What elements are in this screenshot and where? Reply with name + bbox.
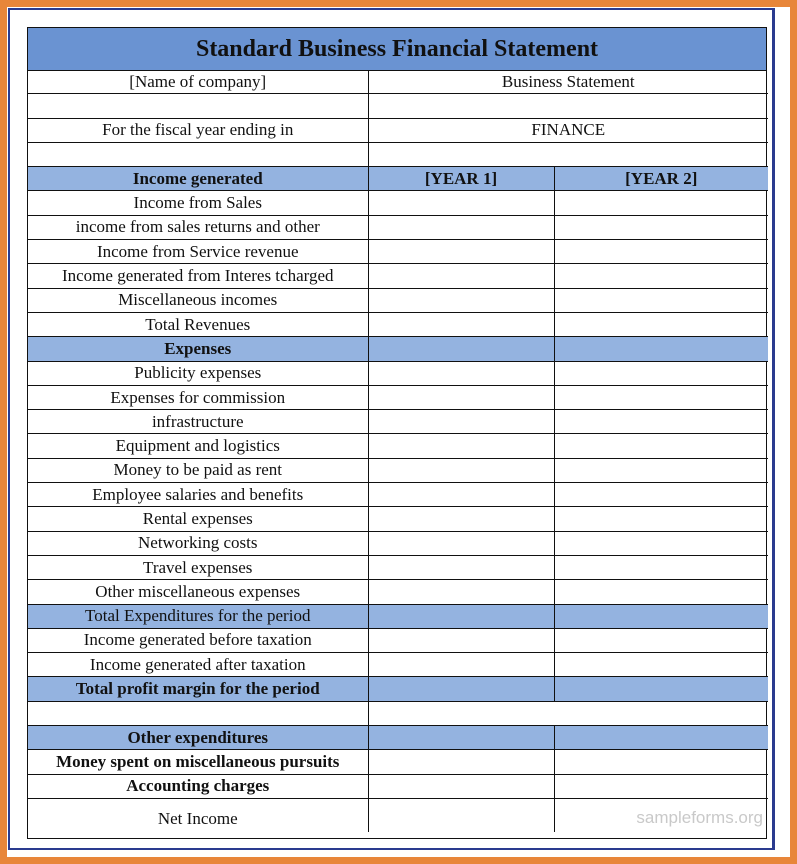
income-heading: Income generated bbox=[28, 167, 368, 191]
year1-cell[interactable] bbox=[368, 580, 554, 604]
table-row bbox=[28, 580, 768, 604]
year1-cell[interactable] bbox=[368, 531, 554, 555]
year1-header: [YEAR 1] bbox=[368, 167, 554, 191]
row-label: Money to be paid as rent bbox=[28, 458, 368, 482]
year2-cell[interactable] bbox=[554, 653, 768, 677]
year1-cell[interactable] bbox=[368, 458, 554, 482]
blank-cell[interactable] bbox=[368, 94, 768, 118]
year2-cell[interactable] bbox=[554, 507, 768, 531]
year2-cell[interactable] bbox=[554, 580, 768, 604]
year2-cell[interactable] bbox=[554, 361, 768, 385]
blank-cell[interactable] bbox=[368, 142, 768, 166]
blank-row bbox=[28, 701, 768, 725]
row-label: Other miscellaneous expenses bbox=[28, 580, 368, 604]
table-row bbox=[28, 191, 768, 215]
other-expenditures-heading: Other expenditures bbox=[28, 726, 368, 750]
year1-cell[interactable] bbox=[368, 337, 554, 361]
row-label: Income generated from Interes tcharged bbox=[28, 264, 368, 288]
year1-cell[interactable] bbox=[368, 628, 554, 652]
row-label: income from sales returns and other bbox=[28, 215, 368, 239]
year2-cell[interactable] bbox=[554, 604, 768, 628]
row-label: Income from Service revenue bbox=[28, 240, 368, 264]
year2-cell[interactable] bbox=[554, 312, 768, 336]
row-label: Income from Sales bbox=[28, 191, 368, 215]
company-name-cell[interactable]: [Name of company] bbox=[28, 70, 368, 94]
year2-cell[interactable] bbox=[554, 191, 768, 215]
year2-cell[interactable] bbox=[554, 750, 768, 774]
table-row bbox=[28, 555, 768, 579]
blank-cell[interactable] bbox=[28, 94, 368, 118]
row-label: Employee salaries and benefits bbox=[28, 483, 368, 507]
year2-cell[interactable] bbox=[554, 410, 768, 434]
row-label: Rental expenses bbox=[28, 507, 368, 531]
row-label: infrastructure bbox=[28, 410, 368, 434]
year1-cell[interactable] bbox=[368, 555, 554, 579]
row-label: Networking costs bbox=[28, 531, 368, 555]
table-row bbox=[28, 653, 768, 677]
table-row bbox=[28, 385, 768, 409]
year2-cell[interactable] bbox=[554, 677, 768, 701]
expenses-heading-row bbox=[28, 337, 768, 361]
row-label: Equipment and logistics bbox=[28, 434, 368, 458]
year1-cell[interactable] bbox=[368, 750, 554, 774]
year2-header: [YEAR 2] bbox=[554, 167, 768, 191]
row-label: Total Revenues bbox=[28, 312, 368, 336]
year1-cell[interactable] bbox=[368, 726, 554, 750]
year2-cell[interactable] bbox=[554, 555, 768, 579]
total-expenditures-label: Total Expenditures for the period bbox=[28, 604, 368, 628]
profit-margin-row bbox=[28, 677, 768, 701]
table-row bbox=[28, 240, 768, 264]
table-row bbox=[28, 288, 768, 312]
company-row bbox=[28, 70, 768, 94]
blank-cell[interactable] bbox=[28, 142, 368, 166]
year1-cell[interactable] bbox=[368, 240, 554, 264]
fiscal-year-value[interactable]: FINANCE bbox=[368, 118, 768, 142]
after-tax-label: Income generated after taxation bbox=[28, 653, 368, 677]
table-row bbox=[28, 434, 768, 458]
table-row bbox=[28, 750, 768, 774]
year1-cell[interactable] bbox=[368, 677, 554, 701]
table-row bbox=[28, 774, 768, 798]
year1-cell[interactable] bbox=[368, 434, 554, 458]
table-row bbox=[28, 483, 768, 507]
year1-cell[interactable] bbox=[368, 798, 554, 832]
table-row bbox=[28, 410, 768, 434]
row-label: Travel expenses bbox=[28, 555, 368, 579]
blank-cell[interactable] bbox=[28, 701, 368, 725]
year2-cell[interactable] bbox=[554, 264, 768, 288]
fiscal-year-row bbox=[28, 118, 768, 142]
year1-cell[interactable] bbox=[368, 653, 554, 677]
year1-cell[interactable] bbox=[368, 604, 554, 628]
year1-cell[interactable] bbox=[368, 288, 554, 312]
year1-cell[interactable] bbox=[368, 410, 554, 434]
year2-cell[interactable] bbox=[554, 240, 768, 264]
watermark: sampleforms.org bbox=[636, 808, 763, 827]
year1-cell[interactable] bbox=[368, 361, 554, 385]
year1-cell[interactable] bbox=[368, 385, 554, 409]
table-row bbox=[28, 361, 768, 385]
year2-cell[interactable] bbox=[554, 288, 768, 312]
before-tax-label: Income generated before taxation bbox=[28, 628, 368, 652]
year1-cell[interactable] bbox=[368, 774, 554, 798]
fiscal-year-label: For the fiscal year ending in bbox=[28, 118, 368, 142]
expenses-heading: Expenses bbox=[28, 337, 368, 361]
statement-type-cell[interactable]: Business Statement bbox=[368, 70, 768, 94]
year1-cell[interactable] bbox=[368, 312, 554, 336]
year2-cell[interactable] bbox=[554, 215, 768, 239]
total-expenditures-row bbox=[28, 604, 768, 628]
financial-statement-sheet bbox=[27, 27, 767, 839]
year1-cell[interactable] bbox=[368, 483, 554, 507]
table-row bbox=[28, 264, 768, 288]
table-row bbox=[28, 628, 768, 652]
table-row bbox=[28, 312, 768, 336]
year2-cell[interactable] bbox=[554, 483, 768, 507]
blank-row bbox=[28, 94, 768, 118]
table-row bbox=[28, 531, 768, 555]
row-label: Miscellaneous incomes bbox=[28, 288, 368, 312]
other-expenditures-heading-row bbox=[28, 726, 768, 750]
year2-cell[interactable] bbox=[554, 774, 768, 798]
accounting-charges-label: Accounting charges bbox=[28, 774, 368, 798]
row-label: Publicity expenses bbox=[28, 361, 368, 385]
table-row bbox=[28, 458, 768, 482]
year2-cell[interactable] bbox=[554, 385, 768, 409]
year2-cell[interactable] bbox=[554, 531, 768, 555]
year1-cell[interactable] bbox=[368, 507, 554, 531]
statement-table bbox=[28, 70, 768, 832]
profit-margin-label: Total profit margin for the period bbox=[28, 677, 368, 701]
misc-pursuits-label: Money spent on miscellaneous pursuits bbox=[28, 750, 368, 774]
net-income-label: Net Income bbox=[28, 798, 368, 832]
row-label: Expenses for commission bbox=[28, 385, 368, 409]
year2-cell[interactable] bbox=[554, 628, 768, 652]
table-row bbox=[28, 215, 768, 239]
table-row bbox=[28, 507, 768, 531]
blank-cell[interactable] bbox=[368, 701, 768, 725]
year2-cell[interactable] bbox=[554, 458, 768, 482]
statement-title: Standard Business Financial Statement bbox=[28, 28, 766, 71]
income-heading-row bbox=[28, 167, 768, 191]
year1-cell[interactable] bbox=[368, 264, 554, 288]
year2-cell[interactable] bbox=[554, 434, 768, 458]
year1-cell[interactable] bbox=[368, 215, 554, 239]
year2-cell[interactable] bbox=[554, 726, 768, 750]
blank-row bbox=[28, 142, 768, 166]
year1-cell[interactable] bbox=[368, 191, 554, 215]
year2-cell[interactable] bbox=[554, 337, 768, 361]
